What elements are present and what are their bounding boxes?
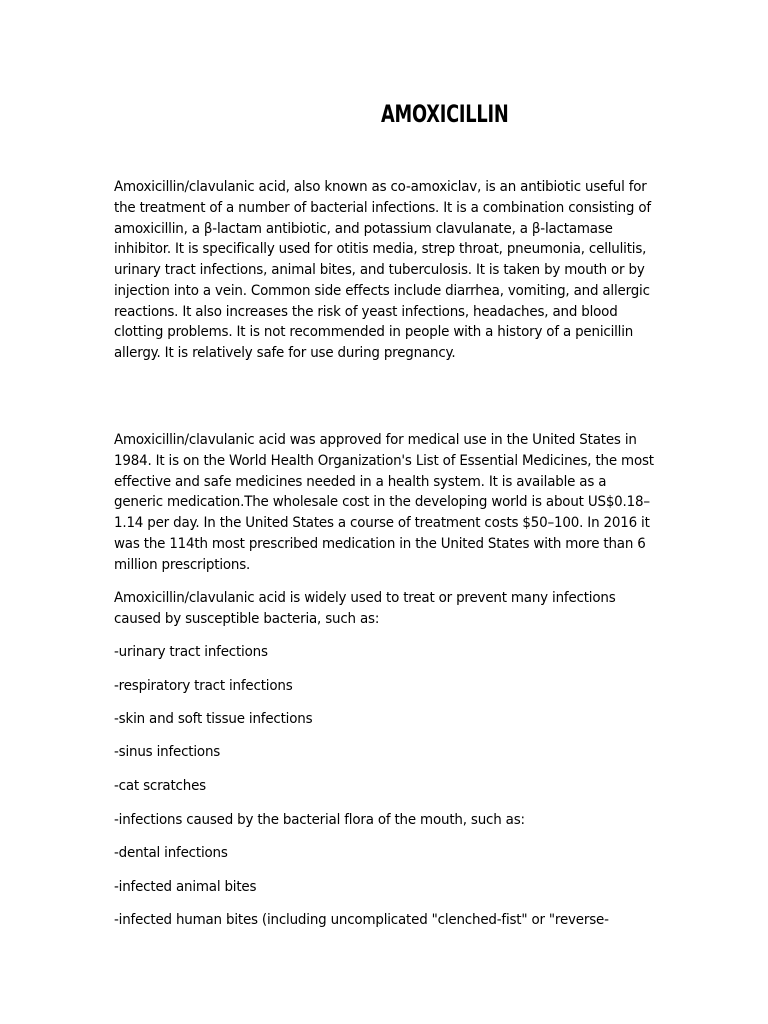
paragraph-uses-intro: Amoxicillin/clavulanic acid is widely used to treat or prevent many infections caused by susceptible bacteria, such as: (114, 590, 616, 627)
list-item-human-bites: -infected human bites (including uncomplicated "clenched-fist" or "reverse- (114, 912, 609, 928)
list-item-sinus: -sinus infections (114, 744, 221, 760)
paragraph-overview: Amoxicillin/clavulanic acid, also known as co-amoxiclav, is an antibiotic useful for the treatment of a number of bacterial infections. It is a combination consisting of amoxicillin, a β-lactam antibiotic, and potassium clavulanate, a β-lactamase inhibitor. It is specifically used for otitis media, strep throat, pneumonia, cellulitis, urinary tract infections, animal bites, and tuberculosis. It is taken by mouth or by injection into a vein. Common side effects include diarrhea, vomiting, and allergic reactions. It also increases the risk of yeast infections, headaches, and blood clotting problems. It is not recommended in people with a history of a penicillin allergy. It is relatively safe for use during pregnancy. (114, 179, 651, 361)
paragraph-approval-history: Amoxicillin/clavulanic acid was approved for medical use in the United States in 1984. It is on the World Health Organization's List of Essential Medicines, the most effective and safe medicines needed in a health system. It is available as a generic medication.The wholesale cost in the developing world is about US$0.18–1.14 per day. In the United States a course of treatment costs $50–100. In 2016 it was the 114th most prescribed medication in the United States with more than 6 million prescriptions. (114, 432, 654, 573)
list-item-dental: -dental infections (114, 845, 228, 861)
list-item-respiratory-tract: -respiratory tract infections (114, 678, 293, 694)
list-item-cat-scratches: -cat scratches (114, 778, 206, 794)
list-item-mouth-flora: -infections caused by the bacterial flora of the mouth, such as: (114, 812, 525, 828)
list-item-animal-bites: -infected animal bites (114, 879, 257, 895)
document-title: AMOXICILLIN (381, 100, 509, 128)
list-item-urinary-tract: -urinary tract infections (114, 644, 268, 660)
list-item-skin-soft-tissue: -skin and soft tissue infections (114, 711, 313, 727)
